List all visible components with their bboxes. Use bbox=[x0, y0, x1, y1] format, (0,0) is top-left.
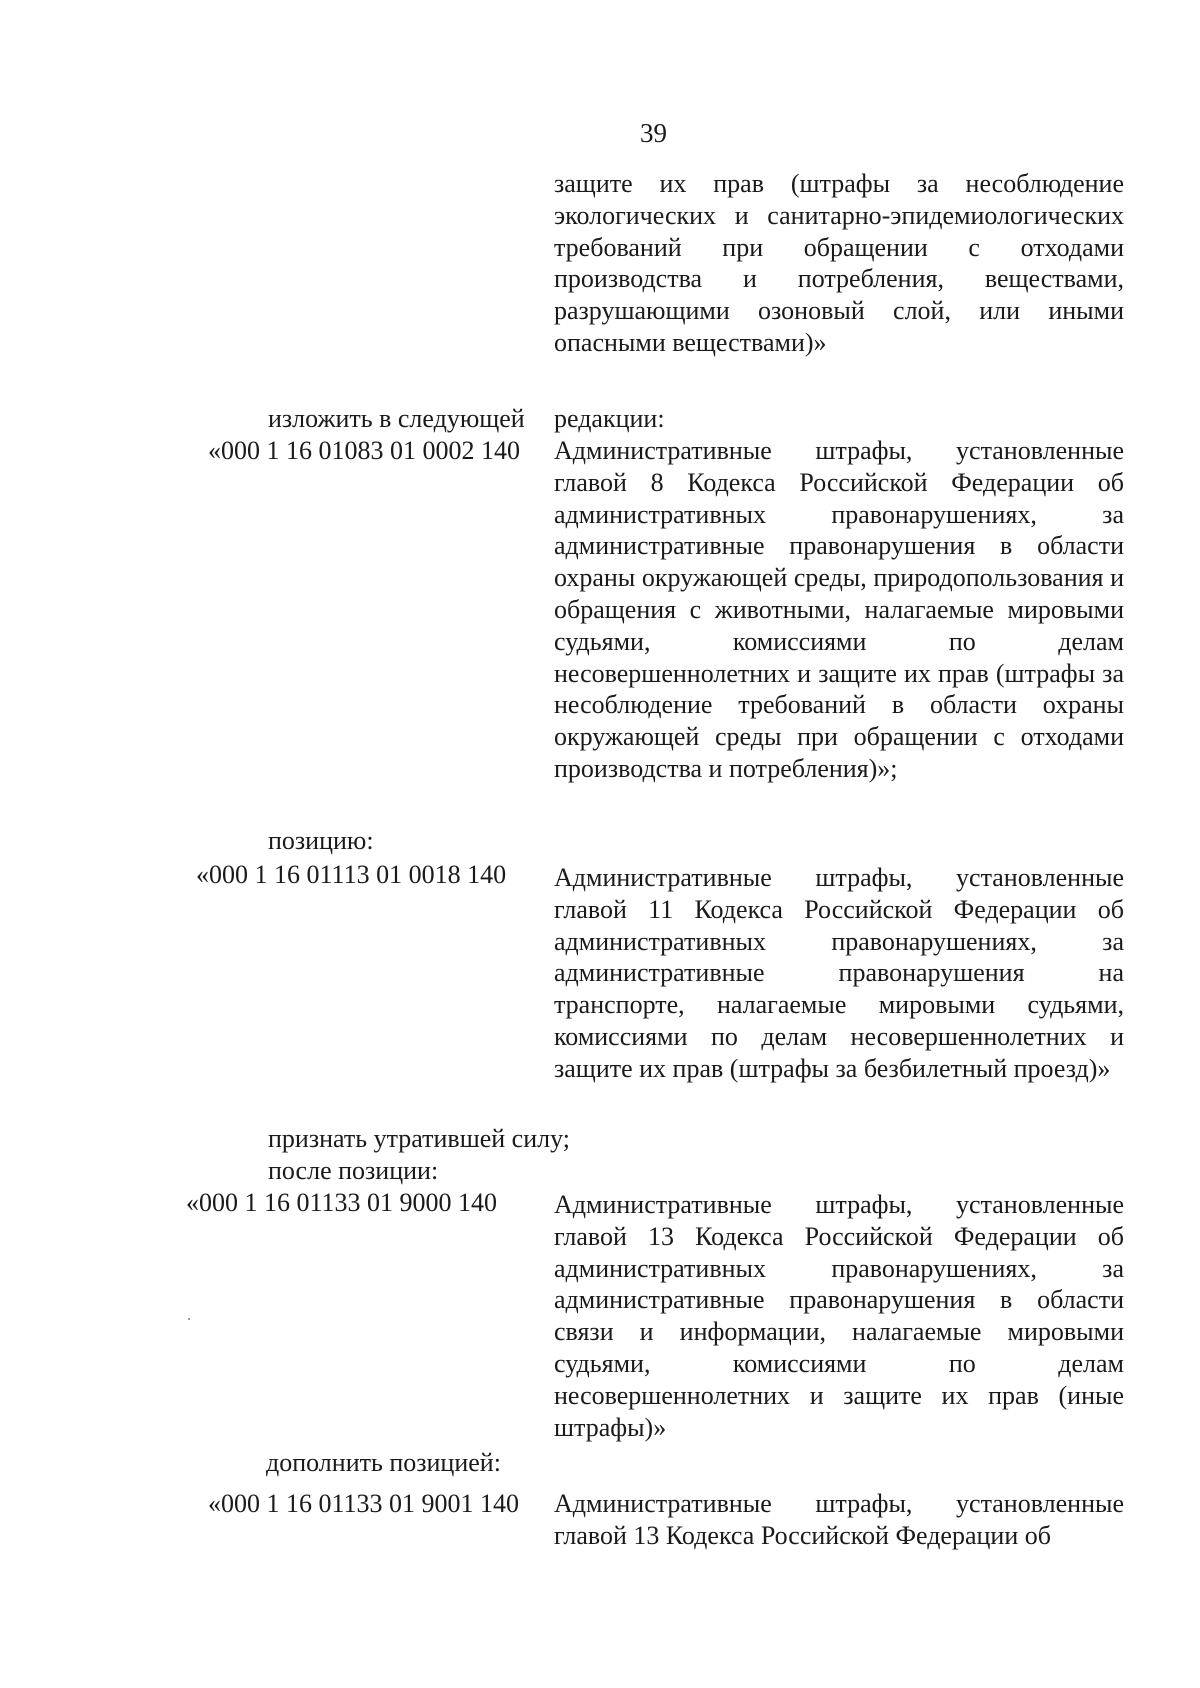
entry-2-code: «000 1 16 01113 01 0018 140 bbox=[196, 860, 507, 889]
instruction-after-position: после позиции: bbox=[268, 1156, 439, 1185]
entry-3-description: Административные штрафы, установленные главой 13 Кодекса Российской Федерации об административных правонарушениях, за административные правонарушения в области связи и информации, налагаемые мировыми судьями, комиссиями по делам несовершеннолетних и защите их прав (иные штрафы)» bbox=[554, 1190, 1124, 1442]
instruction-replace-left: изложить в следующей bbox=[268, 404, 525, 433]
scan-speck bbox=[188, 1318, 190, 1320]
entry-4-code: «000 1 16 01133 01 9001 140 bbox=[208, 1489, 520, 1518]
entry-1-description: Административные штрафы, установленные главой 8 Кодекса Российской Федерации об административных правонарушениях, за административные правонарушения в области охраны окружающей среды, природопользования и обращения с животными, налагаемые мировыми судьями, комиссиями по делам несовершеннолетних и защите их прав (штрафы за несоблюдение требований в области охраны окружающей среды при обращении с отходами производства и потребления)»; bbox=[554, 436, 1124, 783]
page-number: 39 bbox=[640, 118, 667, 148]
instruction-replace-right: редакции: bbox=[554, 404, 665, 433]
entry-2-description: Административные штрафы, установленные главой 11 Кодекса Российской Федерации об административных правонарушениях, за административные правонарушения на транспорте, налагаемые мировыми судьями, комиссиями по делам несовершеннолетних и защите их прав (штрафы за безбилетный проезд)» bbox=[554, 863, 1124, 1083]
instruction-add-position: дополнить позицией: bbox=[266, 1448, 501, 1477]
instruction-position: позицию: bbox=[268, 826, 374, 855]
instruction-repeal: признать утратившей силу; bbox=[268, 1124, 570, 1153]
entry-4-description: Административные штрафы, установленные главой 13 Кодекса Российской Федерации об bbox=[554, 1489, 1124, 1550]
entry-1-code: «000 1 16 01083 01 0002 140 bbox=[208, 436, 520, 465]
entry-3-code: «000 1 16 01133 01 9000 140 bbox=[186, 1188, 498, 1217]
intro-description: защите их прав (штрафы за несоблюдение экологических и санитарно-эпидемиологических требований при обращении с отходами производства и потребления, веществами, разрушающими озоновый слой, или иными опасными веществами)» bbox=[554, 169, 1124, 357]
